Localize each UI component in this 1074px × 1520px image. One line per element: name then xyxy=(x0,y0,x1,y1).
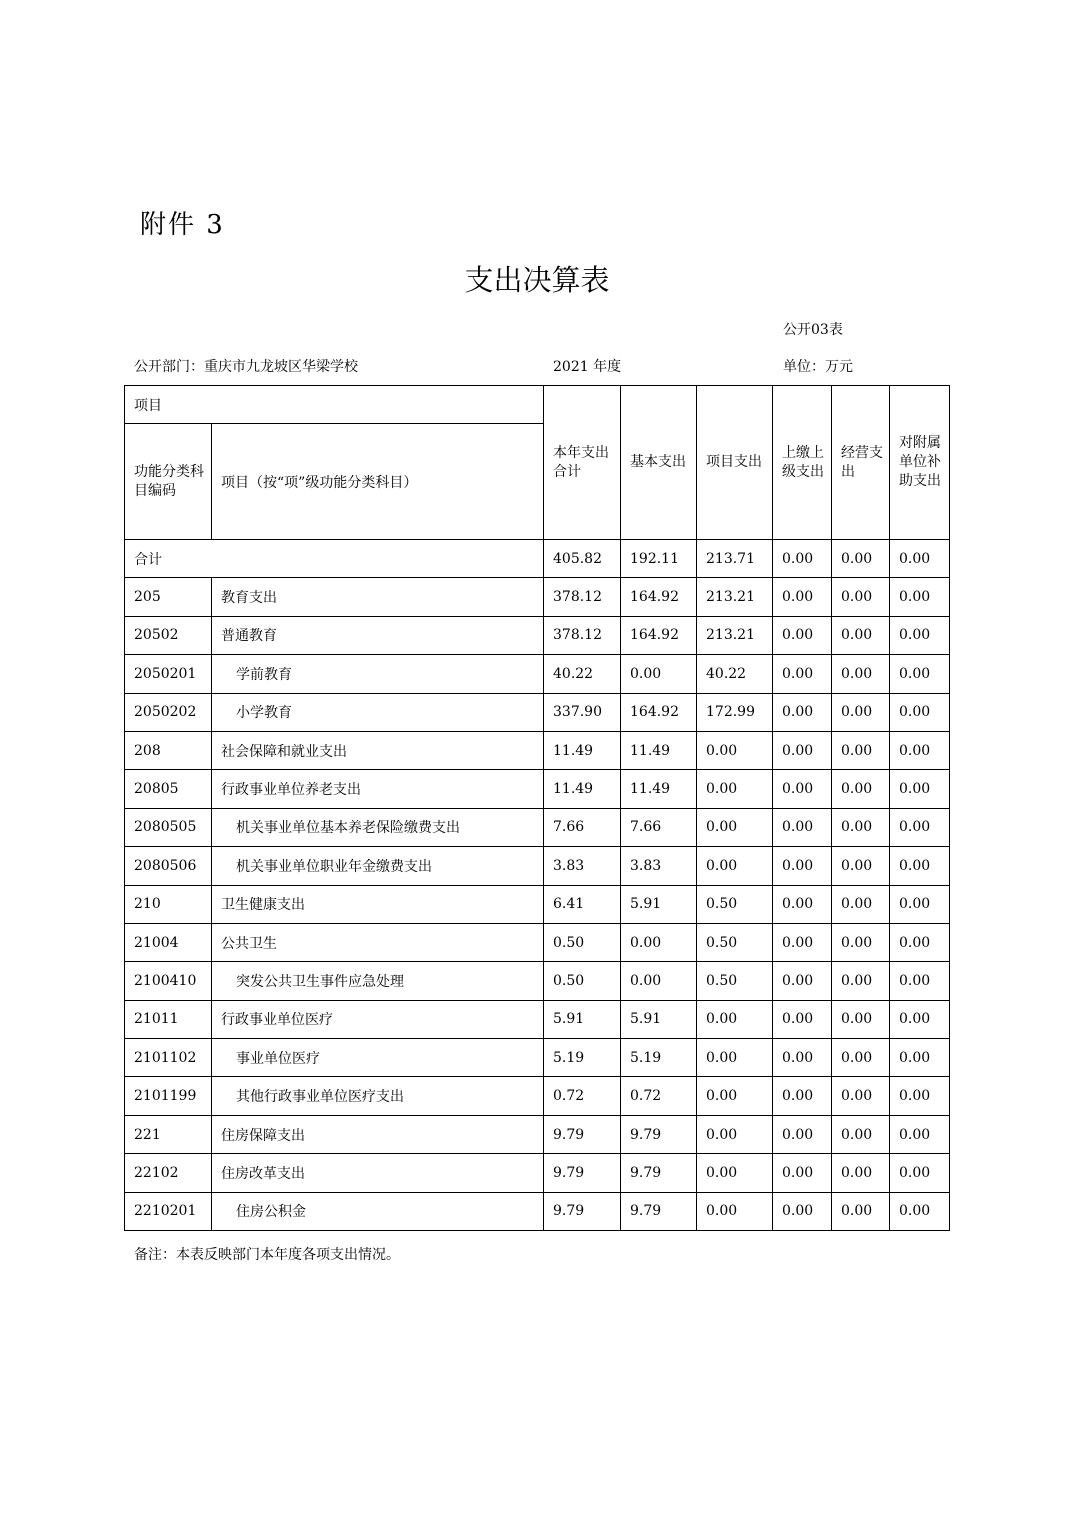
row-value: 0.00 xyxy=(890,1192,950,1230)
row-value: 0.00 xyxy=(773,962,832,1000)
row-value: 3.83 xyxy=(544,847,621,885)
row-value: 0.00 xyxy=(832,655,890,693)
header-project-exp-text: 项目支出 xyxy=(706,454,762,470)
row-value: 11.49 xyxy=(544,770,621,808)
row-value: 11.49 xyxy=(621,770,697,808)
row-value: 0.00 xyxy=(773,808,832,846)
footnote: 备注：本表反映部门本年度各项支出情况。 xyxy=(134,1247,400,1263)
row-code: 20805 xyxy=(125,770,212,808)
row-value: 0.00 xyxy=(890,808,950,846)
row-value: 9.79 xyxy=(544,1115,621,1153)
table-row xyxy=(125,770,950,808)
row-value: 9.79 xyxy=(544,1192,621,1230)
row-value: 213.21 xyxy=(697,578,773,616)
row-code: 2100410 xyxy=(125,962,212,1000)
row-value: 337.90 xyxy=(544,693,621,731)
row-value: 378.12 xyxy=(544,616,621,654)
row-value: 0.00 xyxy=(697,1115,773,1153)
row-value: 164.92 xyxy=(621,693,697,731)
row-code: 208 xyxy=(125,731,212,769)
row-name: 事业单位医疗 xyxy=(212,1039,544,1077)
total-label: 合计 xyxy=(125,540,544,578)
row-name: 突发公共卫生事件应急处理 xyxy=(212,962,544,1000)
row-name: 卫生健康支出 xyxy=(212,885,544,923)
row-value: 0.00 xyxy=(890,885,950,923)
row-code: 2101102 xyxy=(125,1039,212,1077)
row-name: 行政事业单位养老支出 xyxy=(212,770,544,808)
total-row xyxy=(125,540,950,578)
row-value: 3.83 xyxy=(621,847,697,885)
row-value: 213.21 xyxy=(697,616,773,654)
header-project-exp xyxy=(697,386,773,540)
row-value: 0.00 xyxy=(621,655,697,693)
row-code: 21011 xyxy=(125,1000,212,1038)
row-name: 住房公积金 xyxy=(212,1192,544,1230)
attachment-label: 附件 3 xyxy=(140,210,225,240)
row-value: 0.00 xyxy=(773,1077,832,1115)
row-name: 行政事业单位医疗 xyxy=(212,1000,544,1038)
table-row xyxy=(125,578,950,616)
row-value: 0.00 xyxy=(697,1154,773,1192)
row-value: 7.66 xyxy=(544,808,621,846)
row-value: 0.72 xyxy=(544,1077,621,1115)
header-total-text: 本年支出合计 xyxy=(553,444,609,480)
row-value: 0.00 xyxy=(832,885,890,923)
row-value: 0.00 xyxy=(832,962,890,1000)
table-code: 公开03表 xyxy=(783,322,843,338)
page-title: 支出决算表 xyxy=(464,263,610,297)
table-row xyxy=(125,616,950,654)
row-value: 0.00 xyxy=(773,616,832,654)
row-value: 0.50 xyxy=(544,923,621,961)
year-label: 2021 年度 xyxy=(553,359,622,375)
header-business-text: 经营支出 xyxy=(841,444,883,480)
row-value: 0.00 xyxy=(773,1000,832,1038)
header-upper-text: 上缴上级支出 xyxy=(782,444,824,480)
row-code: 20502 xyxy=(125,616,212,654)
row-value: 0.00 xyxy=(832,1039,890,1077)
row-value: 5.91 xyxy=(621,1000,697,1038)
total-value: 0.00 xyxy=(773,540,832,578)
row-value: 0.00 xyxy=(773,655,832,693)
header-basic xyxy=(621,386,697,540)
table-row xyxy=(125,693,950,731)
table-row xyxy=(125,847,950,885)
row-code: 22102 xyxy=(125,1154,212,1192)
row-value: 0.00 xyxy=(773,1154,832,1192)
row-name: 机关事业单位职业年金缴费支出 xyxy=(212,847,544,885)
row-code: 2210201 xyxy=(125,1192,212,1230)
row-value: 0.00 xyxy=(890,731,950,769)
row-value: 0.72 xyxy=(621,1077,697,1115)
table-row xyxy=(125,923,950,961)
row-value: 378.12 xyxy=(544,578,621,616)
header-subsidy xyxy=(890,386,950,540)
row-value: 5.91 xyxy=(544,1000,621,1038)
row-value: 9.79 xyxy=(621,1115,697,1153)
row-value: 0.00 xyxy=(832,1077,890,1115)
row-value: 0.00 xyxy=(697,1039,773,1077)
table-row xyxy=(125,655,950,693)
header-basic-text: 基本支出 xyxy=(630,454,686,470)
row-value: 0.00 xyxy=(773,770,832,808)
row-name: 住房改革支出 xyxy=(212,1154,544,1192)
table-row xyxy=(125,885,950,923)
row-value: 0.00 xyxy=(773,847,832,885)
row-name: 机关事业单位基本养老保险缴费支出 xyxy=(212,808,544,846)
row-name: 公共卫生 xyxy=(212,923,544,961)
table-row xyxy=(125,1192,950,1230)
row-code: 2080506 xyxy=(125,847,212,885)
row-value: 0.00 xyxy=(773,885,832,923)
row-value: 0.00 xyxy=(773,693,832,731)
row-value: 0.00 xyxy=(832,616,890,654)
header-code: 功能分类科目编码 xyxy=(125,424,212,540)
row-value: 0.00 xyxy=(890,578,950,616)
header-total xyxy=(544,386,621,540)
expenditure-table xyxy=(124,385,950,1231)
row-value: 0.00 xyxy=(832,1154,890,1192)
row-value: 0.00 xyxy=(621,962,697,1000)
row-value: 0.00 xyxy=(773,1192,832,1230)
row-value: 11.49 xyxy=(544,731,621,769)
table-row xyxy=(125,1077,950,1115)
row-code: 221 xyxy=(125,1115,212,1153)
row-value: 0.00 xyxy=(832,578,890,616)
row-value: 0.50 xyxy=(697,962,773,1000)
row-value: 11.49 xyxy=(621,731,697,769)
row-value: 0.00 xyxy=(697,770,773,808)
row-code: 2080505 xyxy=(125,808,212,846)
row-value: 40.22 xyxy=(697,655,773,693)
row-value: 0.00 xyxy=(697,731,773,769)
row-value: 0.00 xyxy=(890,1115,950,1153)
row-value: 0.00 xyxy=(890,1154,950,1192)
row-value: 0.00 xyxy=(832,770,890,808)
total-value: 213.71 xyxy=(697,540,773,578)
row-name: 小学教育 xyxy=(212,693,544,731)
row-value: 0.00 xyxy=(773,1039,832,1077)
row-value: 0.50 xyxy=(544,962,621,1000)
row-value: 9.79 xyxy=(544,1154,621,1192)
row-value: 40.22 xyxy=(544,655,621,693)
row-value: 0.00 xyxy=(697,1192,773,1230)
header-name: 项目（按“项”级功能分类科目） xyxy=(212,424,544,540)
row-name: 教育支出 xyxy=(212,578,544,616)
department-label: 公开部门：重庆市九龙坡区华梁学校 xyxy=(134,359,358,375)
row-value: 0.00 xyxy=(621,923,697,961)
row-value: 0.00 xyxy=(890,655,950,693)
row-value: 0.00 xyxy=(890,770,950,808)
total-value: 405.82 xyxy=(544,540,621,578)
row-value: 0.00 xyxy=(832,923,890,961)
row-code: 205 xyxy=(125,578,212,616)
row-value: 0.00 xyxy=(890,923,950,961)
row-value: 0.00 xyxy=(890,1000,950,1038)
total-value: 0.00 xyxy=(890,540,950,578)
row-value: 7.66 xyxy=(621,808,697,846)
row-value: 0.00 xyxy=(832,1192,890,1230)
header-business xyxy=(832,386,890,540)
row-code: 2050202 xyxy=(125,693,212,731)
header-project: 项目 xyxy=(125,386,544,424)
row-value: 0.00 xyxy=(890,1039,950,1077)
row-name: 普通教育 xyxy=(212,616,544,654)
row-name: 学前教育 xyxy=(212,655,544,693)
row-value: 0.00 xyxy=(890,847,950,885)
row-value: 0.00 xyxy=(890,616,950,654)
row-value: 9.79 xyxy=(621,1192,697,1230)
row-value: 0.00 xyxy=(773,578,832,616)
table-row xyxy=(125,1115,950,1153)
header-row-1 xyxy=(125,386,950,424)
row-value: 5.91 xyxy=(621,885,697,923)
row-value: 172.99 xyxy=(697,693,773,731)
row-value: 0.00 xyxy=(697,808,773,846)
row-name: 住房保障支出 xyxy=(212,1115,544,1153)
row-value: 0.00 xyxy=(890,962,950,1000)
row-code: 210 xyxy=(125,885,212,923)
row-value: 0.00 xyxy=(832,693,890,731)
row-value: 0.00 xyxy=(773,1115,832,1153)
row-code: 2050201 xyxy=(125,655,212,693)
row-value: 0.00 xyxy=(832,1000,890,1038)
row-value: 0.00 xyxy=(697,847,773,885)
row-value: 5.19 xyxy=(621,1039,697,1077)
row-value: 0.00 xyxy=(832,1115,890,1153)
row-value: 6.41 xyxy=(544,885,621,923)
row-value: 0.00 xyxy=(890,1077,950,1115)
row-value: 164.92 xyxy=(621,616,697,654)
total-value: 192.11 xyxy=(621,540,697,578)
header-upper xyxy=(773,386,832,540)
header-subsidy-text: 对附属单位补助支出 xyxy=(899,435,941,489)
row-value: 0.00 xyxy=(832,808,890,846)
table-row xyxy=(125,962,950,1000)
row-value: 0.50 xyxy=(697,885,773,923)
row-code: 21004 xyxy=(125,923,212,961)
row-value: 0.00 xyxy=(832,731,890,769)
table-row xyxy=(125,1154,950,1192)
table-row xyxy=(125,1000,950,1038)
row-value: 0.00 xyxy=(697,1000,773,1038)
row-value: 0.00 xyxy=(773,923,832,961)
table-row xyxy=(125,731,950,769)
row-value: 5.19 xyxy=(544,1039,621,1077)
row-value: 0.50 xyxy=(697,923,773,961)
table-row xyxy=(125,1039,950,1077)
table-row xyxy=(125,808,950,846)
total-value: 0.00 xyxy=(832,540,890,578)
row-code: 2101199 xyxy=(125,1077,212,1115)
row-value: 164.92 xyxy=(621,578,697,616)
row-name: 社会保障和就业支出 xyxy=(212,731,544,769)
row-name: 其他行政事业单位医疗支出 xyxy=(212,1077,544,1115)
unit-label: 单位：万元 xyxy=(783,359,853,375)
row-value: 0.00 xyxy=(890,693,950,731)
row-value: 9.79 xyxy=(621,1154,697,1192)
row-value: 0.00 xyxy=(832,847,890,885)
row-value: 0.00 xyxy=(773,731,832,769)
row-value: 0.00 xyxy=(697,1077,773,1115)
